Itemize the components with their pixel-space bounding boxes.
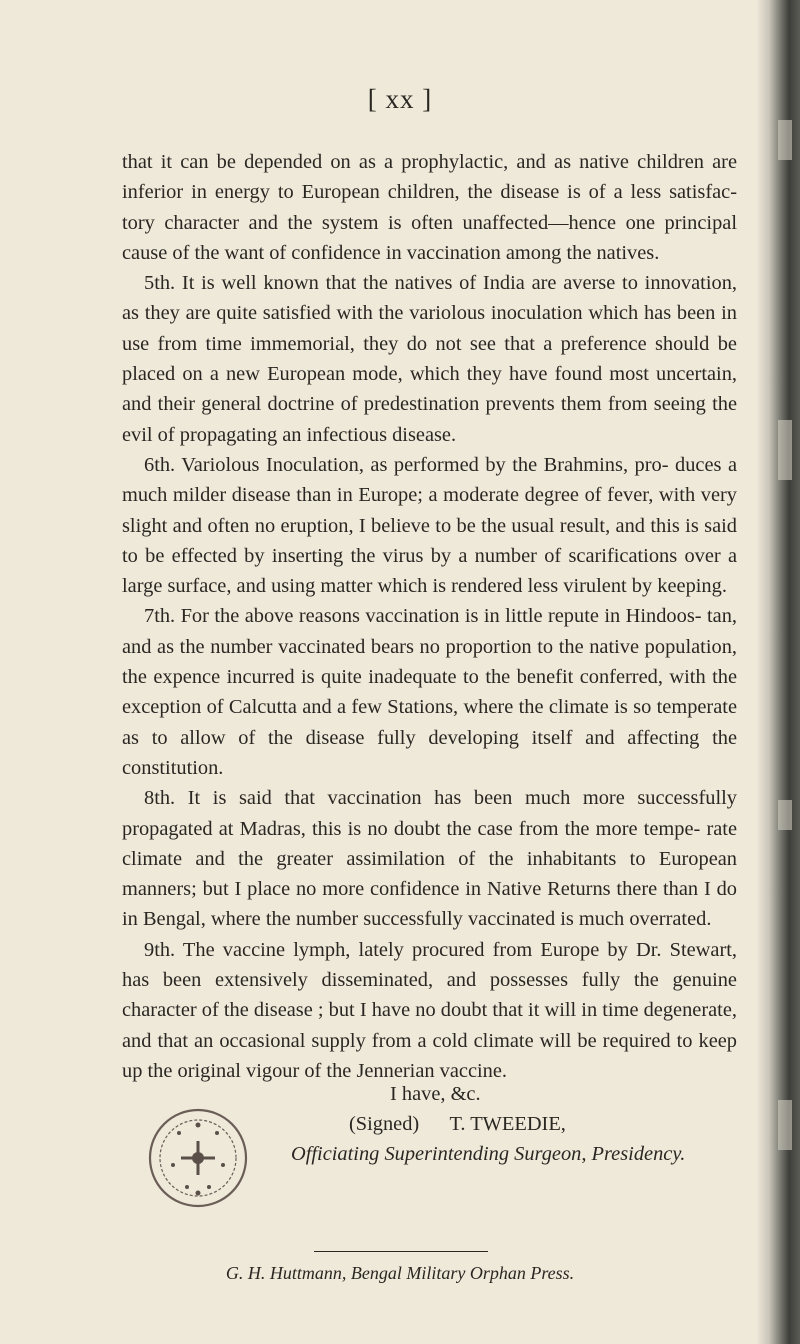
divider-rule (314, 1251, 488, 1252)
signature-signed-line: (Signed) T. TWEEDIE, (349, 1113, 566, 1135)
paragraph-8th: 8th. It is said that vaccination has been much more successfully propagated at Madras, this is no doubt the case from the more tempe- rate climate and the greater assimilation of the inhabitants to European manners; but I place no more confidence in Native Returns there than I do in Bengal, where the number successfully vaccinated is much overrated. (122, 787, 737, 931)
book-edge-shadow (756, 0, 800, 1344)
seal-stamp-icon (143, 1103, 253, 1213)
paragraph-7th: 7th. For the above reasons vaccination is in little repute in Hindoos- tan, and as the number vaccinated bears no proportion to the native population, the expence incurred is quite inadequate to the benefit conferred, with the exception of Calcutta and a few Stations, where the climate is so temperate as to allow of the disease fully developing itself and affecting the constitution. (122, 605, 737, 779)
paragraph-continuation: that it can be depended on as a prophylactic, and as native children are inferior in energy to European children, the disease is of a less satisfac- tory character and the system is often unaffected—hence one principal cause of the want of confidence in vaccination among the natives. (122, 151, 737, 264)
printer-imprint: G. H. Huttmann, Bengal Military Orphan Press. (225, 1263, 575, 1283)
signature-greeting: I have, &c. (390, 1083, 481, 1105)
signature-title: Officiating Superintending Surgeon, Presidency. (291, 1143, 686, 1165)
body-text (122, 147, 737, 1086)
paragraph-5th: 5th. It is well known that the natives of India are averse to innovation, as they are quite satisfied with the variolous inoculation which has been in use from time immemorial, they do not see that a preference should be placed on a new European mode, which they have found most uncertain, and their general doctrine of predestination prevents them from seeing the evil of propagating an infectious disease. (122, 272, 737, 446)
paragraph-6th: 6th. Variolous Inoculation, as performed by the Brahmins, pro- duces a much milder disease than in Europe; a moderate degree of fever, with very slight and often no eruption, I believe to be the usual result, and this is said to be effected by inserting the virus by a number of scarifications over a large surface, and using matter which is rendered less virulent by keeping. (122, 453, 737, 598)
paragraph-9th: 9th. The vaccine lymph, lately procured from Europe by Dr. Stewart, has been extensively disseminated, and possesses fully the genuine character of the disease ; but I have no doubt that it will in time degenerate, and that an occasional supply from a cold climate will be required to keep up the original vigour of the Jennerian vaccine. (122, 938, 737, 1082)
page-number: [ xx ] (367, 84, 433, 114)
